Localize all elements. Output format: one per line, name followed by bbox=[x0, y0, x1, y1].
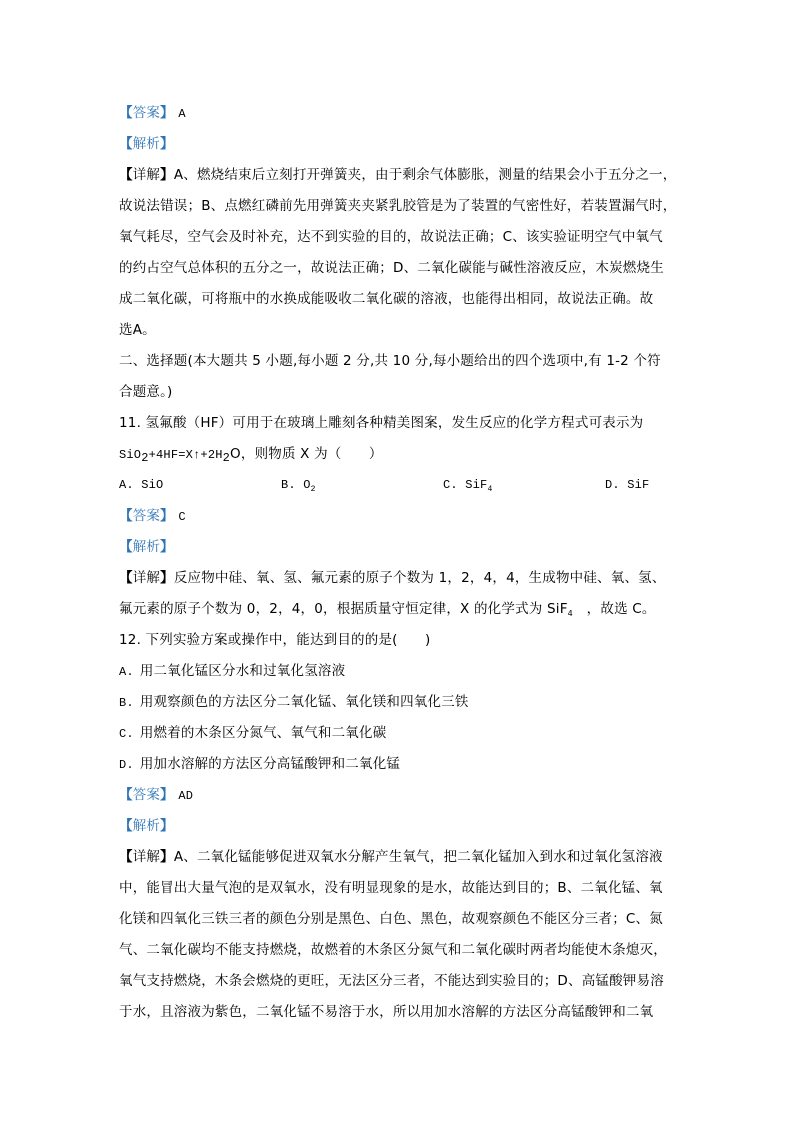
option-b: B. 用观察颜色的方法区分二氧化锰、氧化镁和四氧化三铁 bbox=[119, 694, 469, 710]
section-heading: 二、选择题(本大题共 5 小题,每小题 2 分,共 10 分,每小题给出的四个选项中,有 1-2 个符 bbox=[119, 353, 661, 369]
analysis-label: 【解析】 bbox=[119, 818, 174, 834]
detail-line: 选A。 bbox=[119, 322, 156, 338]
detail-line: 氧气耗尽，空气会及时补充，达不到实验的目的，故说法正确；C、该实验证明空气中氧气 bbox=[119, 229, 663, 245]
detail-line: 的约占空气总体积的五分之一，故说法正确；D、二氧化碳能与碱性溶液反应，木炭燃烧生 bbox=[119, 260, 664, 276]
detail-line: 故说法错误；B、点燃红磷前先用弹簧夹夹紧乳胶管是为了装置的气密性好，若装置漏气时， bbox=[119, 198, 677, 214]
detail-label: 详解 bbox=[132, 849, 161, 865]
analysis-label-line bbox=[119, 129, 684, 160]
answer-line bbox=[119, 780, 684, 811]
answer-value: AD bbox=[178, 789, 194, 803]
detail-line: 气、二氧化碳均不能支持燃烧，故燃着的木条区分氮气和二氧化碳时两者均能使木条熄灭， bbox=[119, 942, 667, 958]
option-a: A. SiO bbox=[119, 478, 164, 492]
detail-line: 氧气支持燃烧，木条会燃烧的更旺，无法区分三者，不能达到实验目的；D、高锰酸钾易溶 bbox=[119, 973, 664, 989]
question-12-stem: 12. 下列实验方案或操作中，能达到目的的是( ) bbox=[119, 632, 431, 648]
detail-line: 氟元素的原子个数为 0，2，4，0，根据质量守恒定律，X 的化学式为 SiF$_4$ ，故选 C。 bbox=[119, 601, 656, 618]
detail-label: 详解 bbox=[132, 167, 161, 183]
detail-line: 成二氧化碳，可将瓶中的水换成能吸收二氧化碳的溶液，也能得出相同，故说法正确。故 bbox=[119, 291, 654, 307]
detail-line: 【详解】A、二氧化锰能够促进双氧水分解产生氧气，把二氧化锰加入到水和过氧化氢溶液 bbox=[119, 849, 663, 865]
analysis-label-line bbox=[119, 811, 684, 842]
analysis-label: 【解析】 bbox=[119, 136, 174, 152]
question-11-equation: $SiO_2+4HF=X↑+2H_2O$，则物质 X 为（ ） bbox=[119, 446, 383, 465]
question-11-options bbox=[119, 470, 684, 501]
detail-line: 中，能冒出大量气泡的是双氧水，没有明显现象的是水，故能达到目的；B、二氧化锰、氧 bbox=[119, 880, 663, 896]
detail-label: 详解 bbox=[132, 570, 161, 586]
answer-label: 【答案】 bbox=[119, 787, 174, 803]
detail-line: 于水，且溶液为紫色，二氧化锰不易溶于水，所以用加水溶解的方法区分高锰酸钾和二氧 bbox=[119, 1004, 654, 1020]
detail-line: 化镁和四氧化三铁三者的颜色分别是黑色、白色、黑色，故观察颜色不能区分三者；C、氮 bbox=[119, 911, 663, 927]
answer-label: 【答案】 bbox=[119, 508, 174, 524]
answer-value: C bbox=[178, 510, 186, 524]
detail-line: 【详解】A、燃烧结束后立刻打开弹簧夹，由于剩余气体膨胀，测量的结果会小于五分之一， bbox=[119, 167, 677, 183]
answer-label: 【答案】 bbox=[119, 105, 174, 121]
option-d: D. SiF bbox=[605, 478, 650, 492]
answer-line bbox=[119, 501, 684, 532]
analysis-label: 【解析】 bbox=[119, 539, 174, 555]
answer-value: A bbox=[178, 107, 186, 121]
option-b: B. $O_2$ bbox=[281, 478, 316, 494]
option-c: C. SiF$_4$ bbox=[443, 478, 493, 494]
option-c: C. 用燃着的木条区分氮气、氧气和二氧化碳 bbox=[119, 725, 387, 741]
analysis-label-line bbox=[119, 532, 684, 563]
option-a: A. 用二氧化锰区分水和过氧化氢溶液 bbox=[119, 663, 346, 679]
question-11-stem: 11. 氢氟酸（HF）可用于在玻璃上雕刻各种精美图案，发生反应的化学方程式可表示为 bbox=[119, 415, 644, 431]
detail-line: 【详解】反应物中硅、氧、氢、氟元素的原子个数为 1，2，4，4，生成物中硅、氧、氢、 bbox=[119, 570, 666, 586]
section-heading: 合题意。) bbox=[119, 384, 173, 400]
option-d: D. 用加水溶解的方法区分高锰酸钾和二氧化锰 bbox=[119, 756, 401, 772]
document-page bbox=[119, 98, 684, 1028]
answer-line bbox=[119, 98, 684, 129]
